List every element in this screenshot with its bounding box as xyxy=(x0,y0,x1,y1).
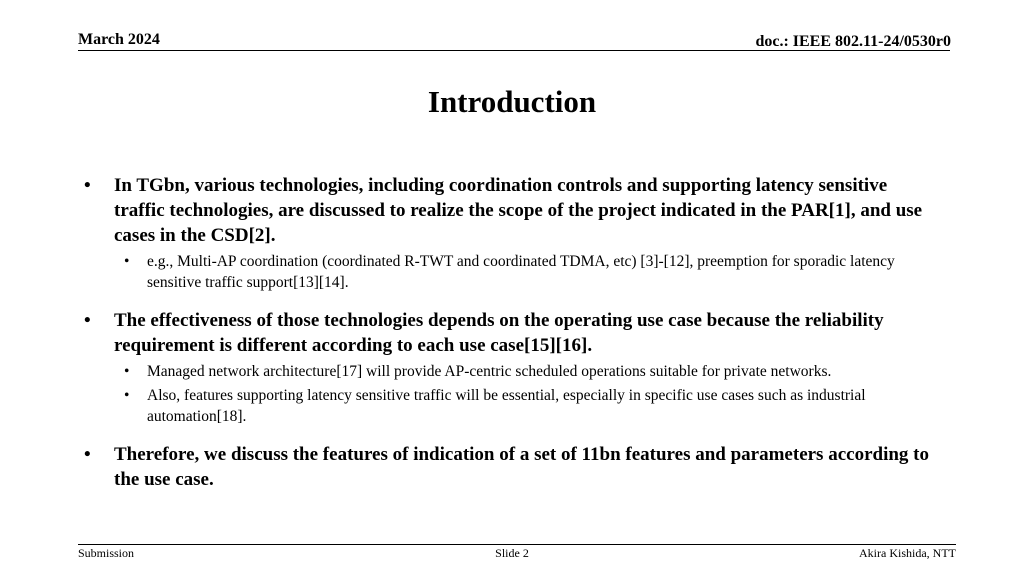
sub-bullet-text: Also, features supporting latency sensitive traffic will be essential, especially in specific use cases such as industrial automation[18]. xyxy=(147,387,866,425)
footer-author: Akira Kishida, NTT xyxy=(859,546,956,560)
header-divider xyxy=(78,50,950,51)
sub-bullet-text: e.g., Multi-AP coordination (coordinated R-TWT and coordinated TDMA, etc) [3]-[12], preemption for sporadic latency sensitive traffic support[13][14]. xyxy=(147,253,895,291)
document-id: doc.: IEEE 802.11-24/0530r0 xyxy=(755,33,951,50)
bullet-dot: • xyxy=(84,310,91,331)
bullet-item xyxy=(84,173,934,248)
slide-number: Slide 2 xyxy=(495,546,529,560)
sub-bullet-item xyxy=(84,251,934,293)
footer-divider xyxy=(78,544,956,545)
sub-bullet-text: Managed network architecture[17] will provide AP-centric scheduled operations suitable for private networks. xyxy=(147,363,832,380)
bullet-dot: • xyxy=(124,387,130,404)
bullet-item xyxy=(84,308,934,358)
slide-title: Introduction xyxy=(427,84,597,119)
bullet-dot: • xyxy=(124,363,130,380)
bullet-item xyxy=(84,442,934,492)
bullet-dot: • xyxy=(124,253,130,270)
footer-submission: Submission xyxy=(78,546,135,560)
sub-bullet-item xyxy=(84,361,934,382)
bullet-dot: • xyxy=(84,444,91,465)
bullet-text: Therefore, we discuss the features of indication of a set of 11bn features and parameters according to the use case. xyxy=(114,444,929,490)
bullet-text: The effectiveness of those technologies depends on the operating use case because the reliability requirement is different according to each use case[15][16]. xyxy=(114,310,884,356)
header-date: March 2024 xyxy=(78,31,160,48)
bullet-dot: • xyxy=(84,175,91,196)
slide-body xyxy=(84,173,934,492)
sub-bullet-item xyxy=(84,385,934,427)
bullet-text: In TGbn, various technologies, including coordination controls and supporting latency sensitive traffic technologies, are discussed to realize the scope of the project indicated in the PAR[1], and use cases in the CSD[2]. xyxy=(114,175,923,246)
